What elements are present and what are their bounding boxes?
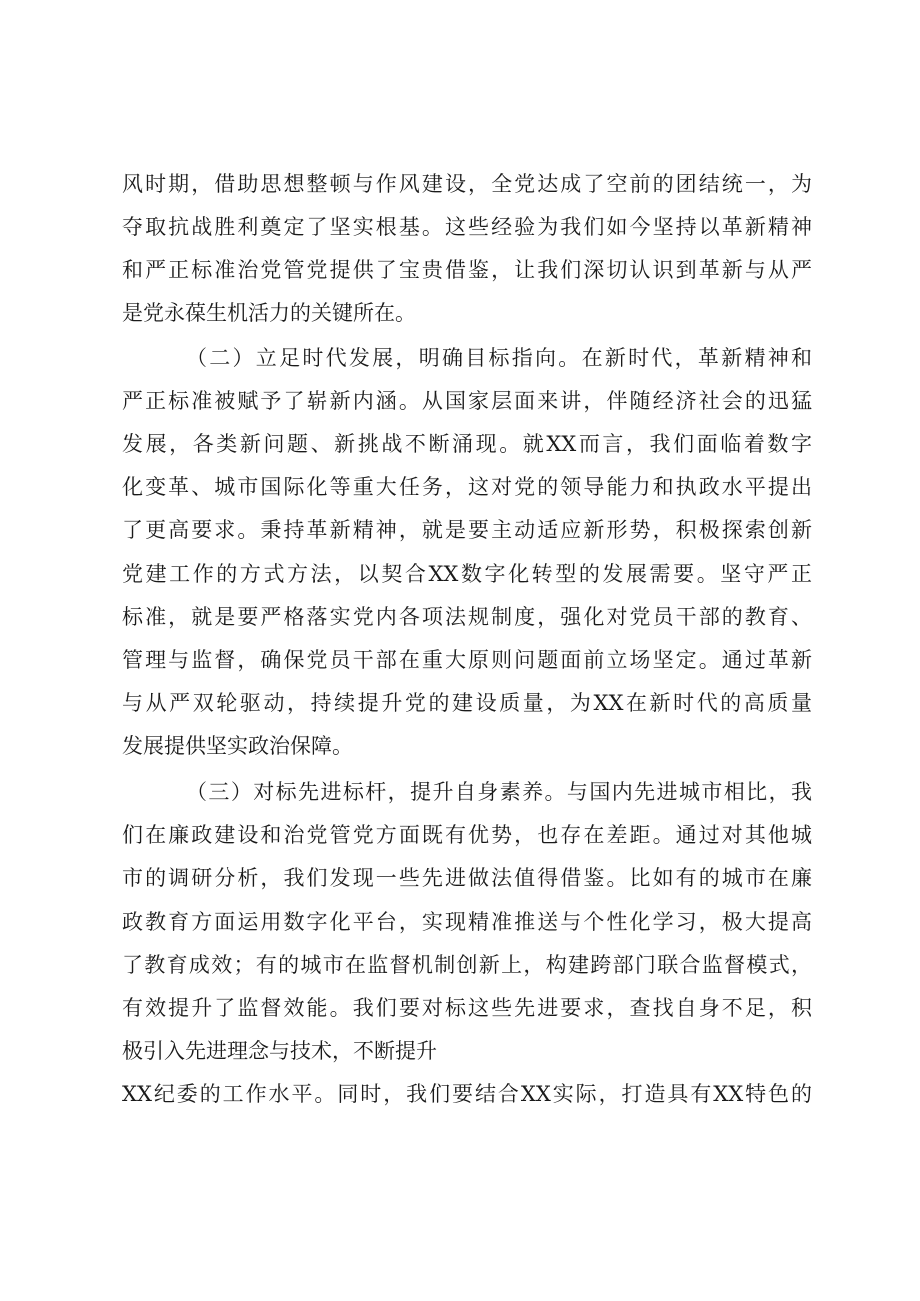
- paragraph-heading-2: （二）立足时代发展，明确目标指向。在新时代，革新精神和: [186, 346, 812, 370]
- text-line: 标准，就是要严格落实党内各项法规制度，强化对党员干部的教育、: [122, 605, 812, 629]
- text-line: 与从严双轮驱动，持续提升党的建设质量，为XX在新时代的高质量: [122, 691, 812, 715]
- text-line: 发展提供坚实政治保障。: [122, 734, 353, 758]
- text-line: 党建工作的方式方法，以契合XX数字化转型的发展需要。坚守严正: [122, 562, 812, 586]
- text-line: 严正标准被赋予了崭新内涵。从国家层面来讲，伴随经济社会的迅猛: [122, 389, 812, 413]
- text-line: 政教育方面运用数字化平台，实现精准推送与个性化学习，极大提高: [122, 910, 812, 934]
- text-line: 夺取抗战胜利奠定了坚实根基。这些经验为我们如今坚持以革新精神: [122, 215, 812, 239]
- text-line: 市的调研分析，我们发现一些先进做法值得借鉴。比如有的城市在廉: [122, 866, 812, 890]
- paragraph-heading-3: （三）对标先进标杆，提升自身素养。与国内先进城市相比，我: [186, 780, 812, 804]
- text-line: 了教育成效；有的城市在监督机制创新上，构建跨部门联合监督模式，: [122, 953, 812, 977]
- text-line: 发展，各类新问题、新挑战不断涌现。就XX而言，我们面临着数字: [122, 432, 812, 456]
- text-line: 和严正标准治党管党提供了宝贵借鉴，让我们深切认识到革新与从严: [122, 258, 812, 282]
- text-line: 有效提升了监督效能。我们要对标这些先进要求，查找自身不足，积: [122, 996, 812, 1020]
- text-line: 们在廉政建设和治党管党方面既有优势，也存在差距。通过对其他城: [122, 823, 812, 847]
- text-line: 是党永葆生机活力的关键所在。: [122, 301, 416, 325]
- text-line: 极引入先进理念与技术，不断提升: [122, 1039, 437, 1063]
- text-line: 化变革、城市国际化等重大任务，这对党的领导能力和执政水平提出: [122, 475, 812, 499]
- text-line: 管理与监督，确保党员干部在重大原则问题面前立场坚定。通过革新: [122, 648, 812, 672]
- text-line: XX纪委的工作水平。同时，我们要结合XX实际，打造具有XX特色的: [122, 1082, 812, 1106]
- text-line: 了更高要求。秉持革新精神，就是要主动适应新形势，积极探索创新: [122, 518, 812, 542]
- text-line: 风时期，借助思想整顿与作风建设，全党达成了空前的团结统一，为: [122, 172, 812, 196]
